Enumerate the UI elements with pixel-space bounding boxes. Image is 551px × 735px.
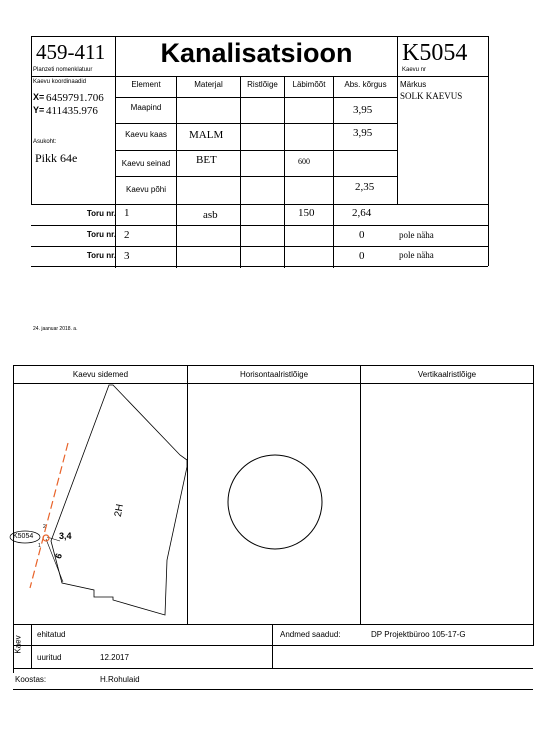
document-date: 24. jaanuar 2018. a. (33, 326, 78, 332)
source-value: DP Projektbüroo 105-17-G (371, 630, 466, 639)
x-label: X= (33, 92, 45, 102)
tie-dimension: 3,4 (59, 531, 72, 541)
row-element: Kaevu seinad (121, 159, 171, 168)
tie-point: 2 (43, 524, 46, 530)
row-elevation: 3,95 (353, 127, 373, 139)
well-number: K5054 (402, 40, 468, 66)
tie-dimension: 6 (52, 551, 65, 561)
well-marker (43, 535, 49, 541)
remarks-value: SOLK KAEVUS (400, 91, 463, 101)
status-surveyed: uuritud (37, 653, 62, 662)
row-element: Maapind (130, 103, 162, 112)
header-diameter: Läbimõõt (292, 80, 326, 89)
author-label: Koostas: (15, 675, 47, 684)
footer-line (13, 668, 533, 669)
header-elevation: Abs. kõrgus (344, 80, 387, 89)
footer-bottom-line (13, 689, 533, 690)
pipe-material: asb (203, 209, 218, 221)
y-label: Y= (33, 105, 45, 115)
location-value: Pikk 64e (35, 151, 78, 165)
sheet-number-label: Planzeti nomenklatuur (33, 67, 93, 73)
header-remarks: Märkus (400, 80, 427, 89)
row-diameter: 600 (298, 157, 310, 166)
side-label: Kaev (13, 635, 23, 654)
horizontal-section-circle (228, 455, 322, 549)
header-element: Element (131, 80, 161, 89)
row-element: Kaevu põhi (125, 185, 167, 194)
building-label: 2H (112, 503, 126, 518)
row-element: Kaevu kaas (125, 130, 167, 139)
well-number-label: Kaevu nr (402, 67, 427, 73)
header-material: Materjal (194, 80, 223, 89)
pipe-diameter: 150 (298, 207, 315, 219)
x-value: 6459791.706 (46, 92, 104, 104)
header-cross-section: Ristlõige (247, 80, 278, 89)
survey-date: 12.2017 (100, 653, 129, 662)
footer-col-line (272, 624, 273, 669)
pipe-elevation: 2,64 (352, 207, 372, 219)
source-label: Andmed saadud: (280, 630, 341, 639)
col-header-well-ties: Kaevu sidemed (72, 370, 129, 379)
author-value: H.Rohulaid (100, 675, 140, 684)
pipe-remark: pole näha (399, 250, 434, 260)
y-value: 411435.976 (46, 105, 98, 117)
pipe-remark: pole näha (399, 230, 434, 240)
pipe-label: Toru nr. (86, 230, 116, 239)
pipe-elevation: 0 (359, 250, 365, 262)
tie-line (46, 539, 63, 582)
row-elevation: 3,95 (353, 104, 373, 116)
location-label: Asukoht: (33, 139, 57, 145)
pipe-line (30, 443, 68, 588)
well-label: K5054 (13, 533, 34, 540)
status-built: ehitatud (37, 630, 66, 639)
footer-line (13, 645, 534, 646)
row-elevation: 2,35 (355, 181, 375, 193)
footer-col-line (31, 624, 32, 669)
pipe-number: 3 (124, 250, 130, 262)
pipe-label: Toru nr. (86, 251, 116, 260)
col-header-horizontal: Horisontaalristlõige (239, 370, 309, 379)
pipe-number: 2 (124, 229, 130, 241)
page-title: Kanalisatsioon (160, 38, 353, 68)
sheet-number: 459-411 (36, 40, 106, 64)
pipe-elevation: 0 (359, 229, 365, 241)
col-header-vertical: Vertikaalristlõige (417, 370, 477, 379)
building-outline (51, 385, 187, 615)
row-material: MALM (189, 129, 224, 141)
pipe-number: 1 (124, 207, 130, 219)
pipe-label: Toru nr. (86, 209, 116, 218)
tie-point: 1 (38, 543, 41, 549)
coords-label: Kaevu koordinaadid (33, 79, 87, 85)
row-material: BET (196, 154, 217, 166)
